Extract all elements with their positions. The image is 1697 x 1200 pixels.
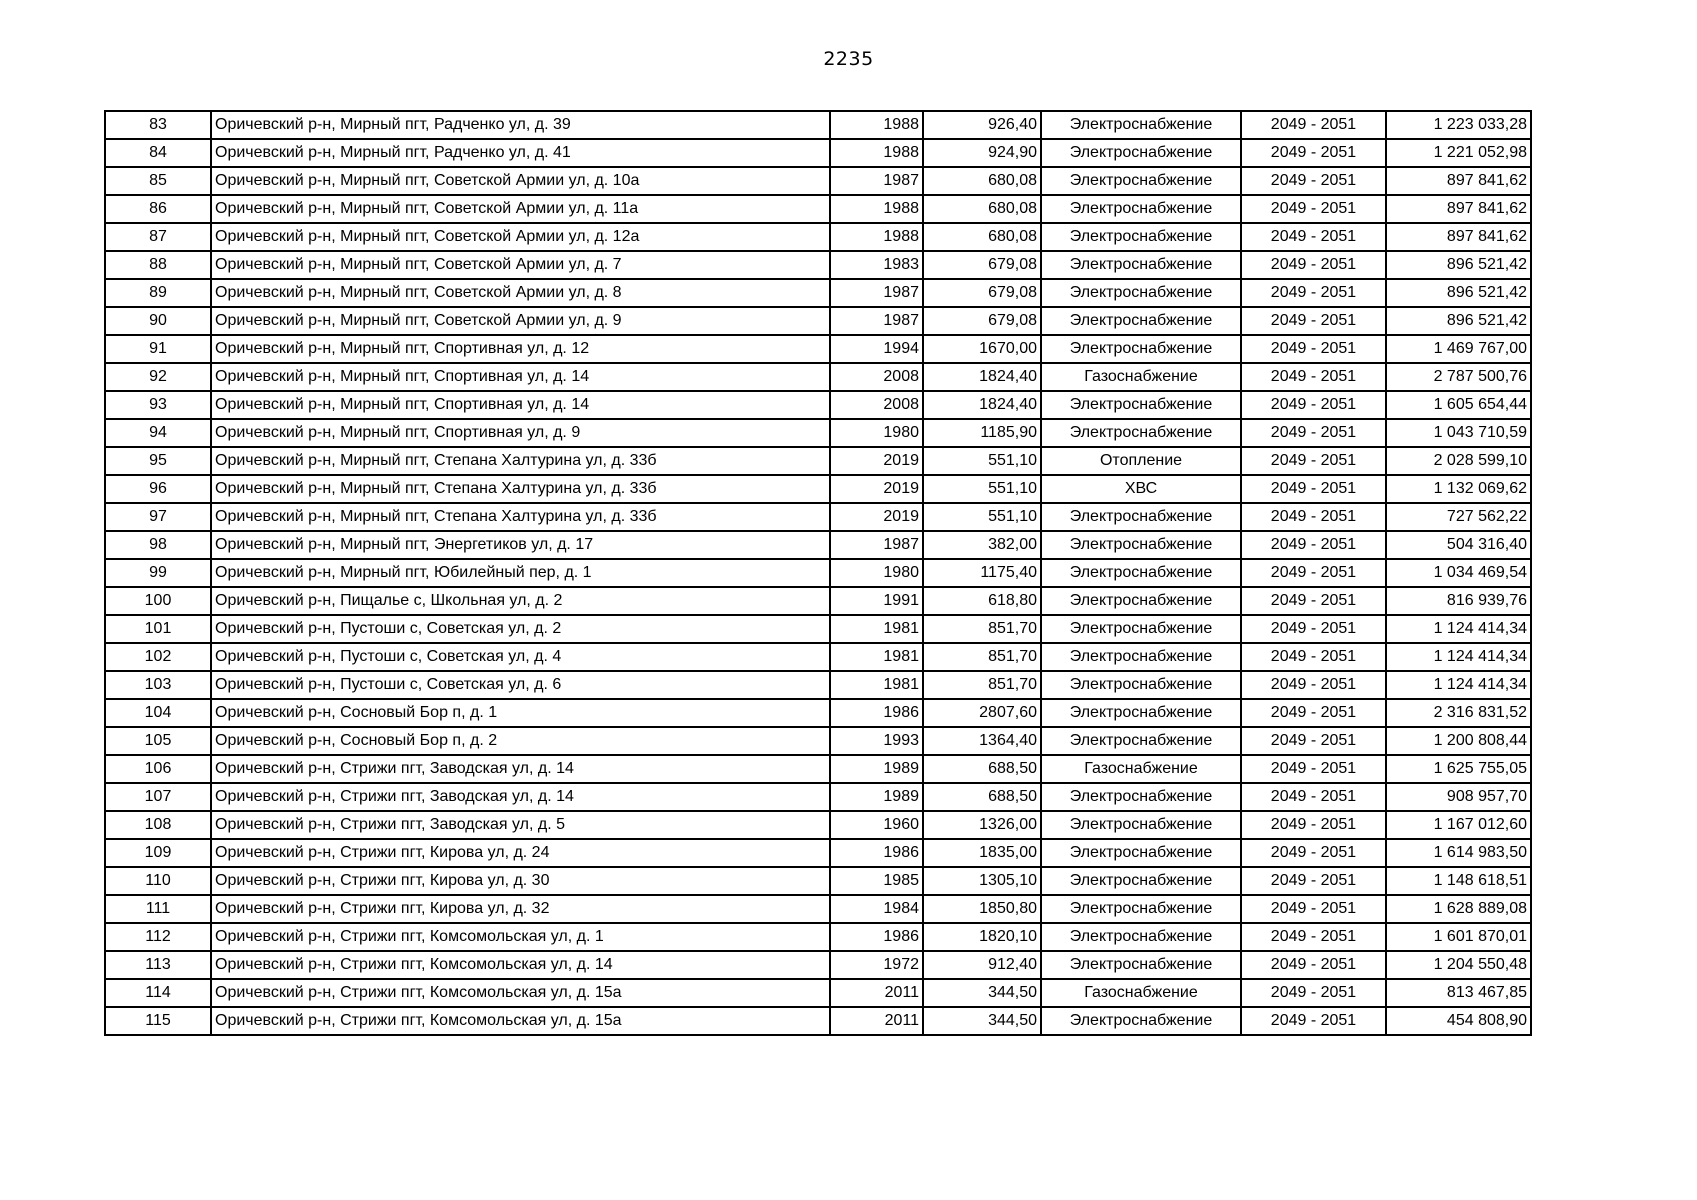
address-cell: Оричевский р-н, Пустоши с, Советская ул, д. 2 [211,615,830,643]
address-cell: Оричевский р-н, Мирный пгт, Советской Армии ул, д. 11а [211,195,830,223]
cost-cell: 1 124 414,34 [1386,671,1531,699]
work-type-cell: Электроснабжение [1041,503,1241,531]
cost-cell: 1 223 033,28 [1386,111,1531,139]
area-cell: 851,70 [923,671,1041,699]
period-cell: 2049 - 2051 [1241,587,1386,615]
row-number-cell: 100 [105,587,211,615]
table-row [105,643,1531,671]
area-cell: 679,08 [923,251,1041,279]
cost-cell: 1 034 469,54 [1386,559,1531,587]
year-cell: 2019 [830,475,923,503]
row-number-cell: 93 [105,391,211,419]
period-cell: 2049 - 2051 [1241,867,1386,895]
table-row [105,195,1531,223]
address-cell: Оричевский р-н, Мирный пгт, Спортивная ул, д. 14 [211,363,830,391]
year-cell: 1981 [830,615,923,643]
area-cell: 912,40 [923,951,1041,979]
row-number-cell: 86 [105,195,211,223]
work-type-cell: Электроснабжение [1041,307,1241,335]
work-type-cell: Электроснабжение [1041,167,1241,195]
year-cell: 1987 [830,531,923,559]
table-row [105,391,1531,419]
address-cell: Оричевский р-н, Мирный пгт, Энергетиков ул, д. 17 [211,531,830,559]
work-type-cell: Газоснабжение [1041,755,1241,783]
area-cell: 1850,80 [923,895,1041,923]
address-cell: Оричевский р-н, Стрижи пгт, Комсомольская ул, д. 15а [211,979,830,1007]
table-row [105,923,1531,951]
row-number-cell: 111 [105,895,211,923]
period-cell: 2049 - 2051 [1241,615,1386,643]
cost-cell: 2 028 599,10 [1386,447,1531,475]
year-cell: 2019 [830,503,923,531]
area-cell: 688,50 [923,783,1041,811]
period-cell: 2049 - 2051 [1241,979,1386,1007]
cost-cell: 454 808,90 [1386,1007,1531,1035]
table-row [105,111,1531,139]
registry-table [104,110,1532,1036]
cost-cell: 1 625 755,05 [1386,755,1531,783]
row-number-cell: 88 [105,251,211,279]
period-cell: 2049 - 2051 [1241,531,1386,559]
cost-cell: 896 521,42 [1386,279,1531,307]
work-type-cell: Газоснабжение [1041,979,1241,1007]
table-row [105,447,1531,475]
year-cell: 1988 [830,111,923,139]
work-type-cell: Электроснабжение [1041,1007,1241,1035]
work-type-cell: Электроснабжение [1041,867,1241,895]
year-cell: 1989 [830,755,923,783]
area-cell: 1185,90 [923,419,1041,447]
table-row [105,951,1531,979]
address-cell: Оричевский р-н, Сосновый Бор п, д. 2 [211,727,830,755]
area-cell: 1670,00 [923,335,1041,363]
area-cell: 1835,00 [923,839,1041,867]
cost-cell: 1 043 710,59 [1386,419,1531,447]
table-row [105,503,1531,531]
cost-cell: 908 957,70 [1386,783,1531,811]
year-cell: 1988 [830,139,923,167]
cost-cell: 897 841,62 [1386,223,1531,251]
cost-cell: 1 200 808,44 [1386,727,1531,755]
row-number-cell: 115 [105,1007,211,1035]
table-row [105,419,1531,447]
year-cell: 1980 [830,419,923,447]
year-cell: 1988 [830,223,923,251]
year-cell: 1993 [830,727,923,755]
cost-cell: 1 605 654,44 [1386,391,1531,419]
area-cell: 1824,40 [923,363,1041,391]
address-cell: Оричевский р-н, Мирный пгт, Спортивная ул, д. 9 [211,419,830,447]
period-cell: 2049 - 2051 [1241,951,1386,979]
period-cell: 2049 - 2051 [1241,223,1386,251]
year-cell: 1960 [830,811,923,839]
row-number-cell: 104 [105,699,211,727]
area-cell: 924,90 [923,139,1041,167]
work-type-cell: Электроснабжение [1041,643,1241,671]
address-cell: Оричевский р-н, Стрижи пгт, Кирова ул, д. 30 [211,867,830,895]
period-cell: 2049 - 2051 [1241,475,1386,503]
year-cell: 1994 [830,335,923,363]
work-type-cell: Электроснабжение [1041,671,1241,699]
year-cell: 1987 [830,279,923,307]
row-number-cell: 106 [105,755,211,783]
address-cell: Оричевский р-н, Мирный пгт, Степана Халтурина ул, д. 33б [211,503,830,531]
area-cell: 1175,40 [923,559,1041,587]
period-cell: 2049 - 2051 [1241,503,1386,531]
period-cell: 2049 - 2051 [1241,559,1386,587]
table-row [105,139,1531,167]
cost-cell: 504 316,40 [1386,531,1531,559]
address-cell: Оричевский р-н, Мирный пгт, Спортивная ул, д. 14 [211,391,830,419]
table-row [105,475,1531,503]
work-type-cell: Электроснабжение [1041,615,1241,643]
year-cell: 1986 [830,923,923,951]
row-number-cell: 110 [105,867,211,895]
period-cell: 2049 - 2051 [1241,251,1386,279]
period-cell: 2049 - 2051 [1241,895,1386,923]
address-cell: Оричевский р-н, Сосновый Бор п, д. 1 [211,699,830,727]
period-cell: 2049 - 2051 [1241,699,1386,727]
cost-cell: 1 469 767,00 [1386,335,1531,363]
area-cell: 851,70 [923,615,1041,643]
area-cell: 551,10 [923,475,1041,503]
cost-cell: 1 148 618,51 [1386,867,1531,895]
area-cell: 679,08 [923,307,1041,335]
address-cell: Оричевский р-н, Стрижи пгт, Комсомольская ул, д. 1 [211,923,830,951]
row-number-cell: 108 [105,811,211,839]
address-cell: Оричевский р-н, Мирный пгт, Юбилейный пер, д. 1 [211,559,830,587]
address-cell: Оричевский р-н, Мирный пгт, Советской Армии ул, д. 10а [211,167,830,195]
work-type-cell: Электроснабжение [1041,251,1241,279]
cost-cell: 1 124 414,34 [1386,615,1531,643]
address-cell: Оричевский р-н, Мирный пгт, Советской Армии ул, д. 9 [211,307,830,335]
work-type-cell: Электроснабжение [1041,531,1241,559]
table-row [105,335,1531,363]
cost-cell: 1 132 069,62 [1386,475,1531,503]
address-cell: Оричевский р-н, Мирный пгт, Радченко ул, д. 41 [211,139,830,167]
row-number-cell: 99 [105,559,211,587]
period-cell: 2049 - 2051 [1241,671,1386,699]
address-cell: Оричевский р-н, Пустоши с, Советская ул, д. 4 [211,643,830,671]
address-cell: Оричевский р-н, Мирный пгт, Советской Армии ул, д. 12а [211,223,830,251]
period-cell: 2049 - 2051 [1241,643,1386,671]
year-cell: 1987 [830,167,923,195]
row-number-cell: 87 [105,223,211,251]
address-cell: Оричевский р-н, Пустоши с, Советская ул, д. 6 [211,671,830,699]
period-cell: 2049 - 2051 [1241,195,1386,223]
table-row [105,839,1531,867]
work-type-cell: Отопление [1041,447,1241,475]
area-cell: 680,08 [923,167,1041,195]
area-cell: 551,10 [923,503,1041,531]
area-cell: 1326,00 [923,811,1041,839]
area-cell: 618,80 [923,587,1041,615]
row-number-cell: 85 [105,167,211,195]
area-cell: 2807,60 [923,699,1041,727]
area-cell: 1824,40 [923,391,1041,419]
period-cell: 2049 - 2051 [1241,335,1386,363]
area-cell: 1820,10 [923,923,1041,951]
period-cell: 2049 - 2051 [1241,363,1386,391]
row-number-cell: 89 [105,279,211,307]
area-cell: 382,00 [923,531,1041,559]
registry-table-body [105,111,1531,1035]
row-number-cell: 103 [105,671,211,699]
year-cell: 1985 [830,867,923,895]
period-cell: 2049 - 2051 [1241,111,1386,139]
row-number-cell: 84 [105,139,211,167]
work-type-cell: Газоснабжение [1041,363,1241,391]
work-type-cell: Электроснабжение [1041,783,1241,811]
row-number-cell: 83 [105,111,211,139]
address-cell: Оричевский р-н, Мирный пгт, Спортивная ул, д. 12 [211,335,830,363]
year-cell: 2011 [830,979,923,1007]
period-cell: 2049 - 2051 [1241,419,1386,447]
period-cell: 2049 - 2051 [1241,1007,1386,1035]
cost-cell: 1 204 550,48 [1386,951,1531,979]
row-number-cell: 92 [105,363,211,391]
cost-cell: 1 614 983,50 [1386,839,1531,867]
table-row [105,727,1531,755]
address-cell: Оричевский р-н, Стрижи пгт, Заводская ул, д. 14 [211,783,830,811]
year-cell: 1984 [830,895,923,923]
cost-cell: 1 601 870,01 [1386,923,1531,951]
area-cell: 1305,10 [923,867,1041,895]
table-row [105,167,1531,195]
address-cell: Оричевский р-н, Стрижи пгт, Комсомольская ул, д. 14 [211,951,830,979]
year-cell: 2008 [830,391,923,419]
work-type-cell: Электроснабжение [1041,587,1241,615]
row-number-cell: 95 [105,447,211,475]
work-type-cell: Электроснабжение [1041,279,1241,307]
address-cell: Оричевский р-н, Мирный пгт, Советской Армии ул, д. 8 [211,279,830,307]
work-type-cell: Электроснабжение [1041,951,1241,979]
work-type-cell: Электроснабжение [1041,923,1241,951]
area-cell: 1364,40 [923,727,1041,755]
row-number-cell: 112 [105,923,211,951]
year-cell: 1980 [830,559,923,587]
year-cell: 1981 [830,643,923,671]
row-number-cell: 101 [105,615,211,643]
area-cell: 688,50 [923,755,1041,783]
work-type-cell: Электроснабжение [1041,391,1241,419]
page-number: 2235 [823,48,874,70]
row-number-cell: 114 [105,979,211,1007]
table-row [105,1007,1531,1035]
work-type-cell: Электроснабжение [1041,139,1241,167]
work-type-cell: ХВС [1041,475,1241,503]
address-cell: Оричевский р-н, Мирный пгт, Советской Армии ул, д. 7 [211,251,830,279]
address-cell: Оричевский р-н, Стрижи пгт, Кирова ул, д. 32 [211,895,830,923]
cost-cell: 1 628 889,08 [1386,895,1531,923]
area-cell: 926,40 [923,111,1041,139]
period-cell: 2049 - 2051 [1241,783,1386,811]
table-row [105,223,1531,251]
year-cell: 1983 [830,251,923,279]
row-number-cell: 91 [105,335,211,363]
row-number-cell: 94 [105,419,211,447]
year-cell: 1987 [830,307,923,335]
work-type-cell: Электроснабжение [1041,223,1241,251]
period-cell: 2049 - 2051 [1241,167,1386,195]
cost-cell: 2 787 500,76 [1386,363,1531,391]
table-row [105,783,1531,811]
cost-cell: 1 124 414,34 [1386,643,1531,671]
work-type-cell: Электроснабжение [1041,895,1241,923]
row-number-cell: 105 [105,727,211,755]
cost-cell: 2 316 831,52 [1386,699,1531,727]
row-number-cell: 102 [105,643,211,671]
area-cell: 344,50 [923,979,1041,1007]
work-type-cell: Электроснабжение [1041,559,1241,587]
row-number-cell: 90 [105,307,211,335]
work-type-cell: Электроснабжение [1041,727,1241,755]
area-cell: 551,10 [923,447,1041,475]
cost-cell: 816 939,76 [1386,587,1531,615]
year-cell: 1981 [830,671,923,699]
area-cell: 344,50 [923,1007,1041,1035]
area-cell: 679,08 [923,279,1041,307]
cost-cell: 896 521,42 [1386,251,1531,279]
table-row [105,307,1531,335]
period-cell: 2049 - 2051 [1241,727,1386,755]
table-row [105,279,1531,307]
address-cell: Оричевский р-н, Стрижи пгт, Заводская ул, д. 14 [211,755,830,783]
year-cell: 1991 [830,587,923,615]
address-cell: Оричевский р-н, Мирный пгт, Степана Халтурина ул, д. 33б [211,475,830,503]
address-cell: Оричевский р-н, Мирный пгт, Радченко ул, д. 39 [211,111,830,139]
cost-cell: 896 521,42 [1386,307,1531,335]
period-cell: 2049 - 2051 [1241,839,1386,867]
table-row [105,699,1531,727]
period-cell: 2049 - 2051 [1241,391,1386,419]
work-type-cell: Электроснабжение [1041,839,1241,867]
cost-cell: 1 221 052,98 [1386,139,1531,167]
address-cell: Оричевский р-н, Стрижи пгт, Комсомольская ул, д. 15а [211,1007,830,1035]
table-row [105,615,1531,643]
table-row [105,363,1531,391]
work-type-cell: Электроснабжение [1041,195,1241,223]
cost-cell: 897 841,62 [1386,195,1531,223]
cost-cell: 813 467,85 [1386,979,1531,1007]
cost-cell: 1 167 012,60 [1386,811,1531,839]
address-cell: Оричевский р-н, Пищалье с, Школьная ул, д. 2 [211,587,830,615]
period-cell: 2049 - 2051 [1241,811,1386,839]
address-cell: Оричевский р-н, Стрижи пгт, Заводская ул, д. 5 [211,811,830,839]
table-row [105,671,1531,699]
year-cell: 1988 [830,195,923,223]
period-cell: 2049 - 2051 [1241,307,1386,335]
table-row [105,755,1531,783]
work-type-cell: Электроснабжение [1041,111,1241,139]
table-row [105,587,1531,615]
table-row [105,867,1531,895]
table-row [105,811,1531,839]
year-cell: 2008 [830,363,923,391]
table-row [105,895,1531,923]
work-type-cell: Электроснабжение [1041,419,1241,447]
row-number-cell: 113 [105,951,211,979]
table-row [105,559,1531,587]
row-number-cell: 107 [105,783,211,811]
period-cell: 2049 - 2051 [1241,755,1386,783]
table-row [105,531,1531,559]
year-cell: 1986 [830,839,923,867]
address-cell: Оричевский р-н, Стрижи пгт, Кирова ул, д. 24 [211,839,830,867]
area-cell: 851,70 [923,643,1041,671]
row-number-cell: 96 [105,475,211,503]
period-cell: 2049 - 2051 [1241,279,1386,307]
table-row [105,979,1531,1007]
row-number-cell: 109 [105,839,211,867]
year-cell: 2019 [830,447,923,475]
period-cell: 2049 - 2051 [1241,447,1386,475]
period-cell: 2049 - 2051 [1241,139,1386,167]
year-cell: 1989 [830,783,923,811]
row-number-cell: 98 [105,531,211,559]
cost-cell: 727 562,22 [1386,503,1531,531]
year-cell: 1986 [830,699,923,727]
address-cell: Оричевский р-н, Мирный пгт, Степана Халтурина ул, д. 33б [211,447,830,475]
area-cell: 680,08 [923,195,1041,223]
area-cell: 680,08 [923,223,1041,251]
cost-cell: 897 841,62 [1386,167,1531,195]
year-cell: 2011 [830,1007,923,1035]
row-number-cell: 97 [105,503,211,531]
year-cell: 1972 [830,951,923,979]
work-type-cell: Электроснабжение [1041,811,1241,839]
work-type-cell: Электроснабжение [1041,335,1241,363]
work-type-cell: Электроснабжение [1041,699,1241,727]
table-row [105,251,1531,279]
period-cell: 2049 - 2051 [1241,923,1386,951]
